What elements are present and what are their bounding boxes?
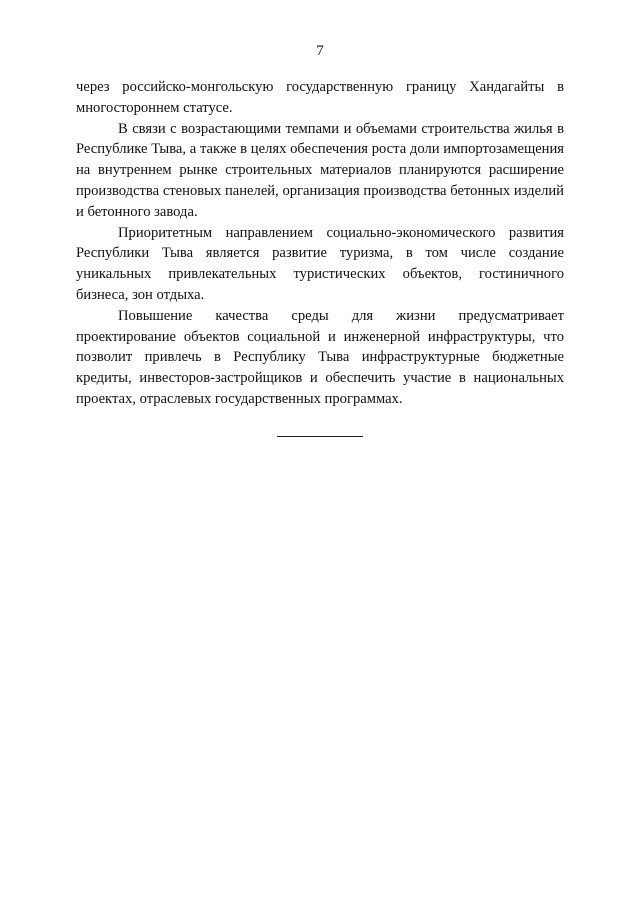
paragraph-living-environment: Повышение качества среды для жизни предусматривает проектирование объектов социальной и инженерной инфраструктуры, что позволит привлечь в Республику Тыва инфраструктурные бюджетные кредиты, инвесторов-застройщиков и обеспечить участие в национальных проектах, отраслевых государственных программах. [76,307,564,407]
paragraph-construction: В связи с возрастающими темпами и объемами строительства жилья в Республике Тыва, а также в целях обеспечения роста доли импортозамещения на внутреннем рынке строительных материалов планируются расширение производства стеновых панелей, организация производства бетонных изделий и бетонного завода. [76,120,564,220]
end-separator-line [277,436,363,437]
paragraph-border-crossing: через российско-монгольскую государственную границу Хандагайты в многостороннем статусе. [76,79,564,116]
paragraph-tourism: Приоритетным направлением социально-экономического развития Республики Тыва является развитие туризма, в том числе создание уникальных привлекательных туристических объектов, гостиничного бизнеса, зон отдыха. [76,224,564,303]
page-number: 7 [316,43,324,59]
document-body [76,77,564,410]
